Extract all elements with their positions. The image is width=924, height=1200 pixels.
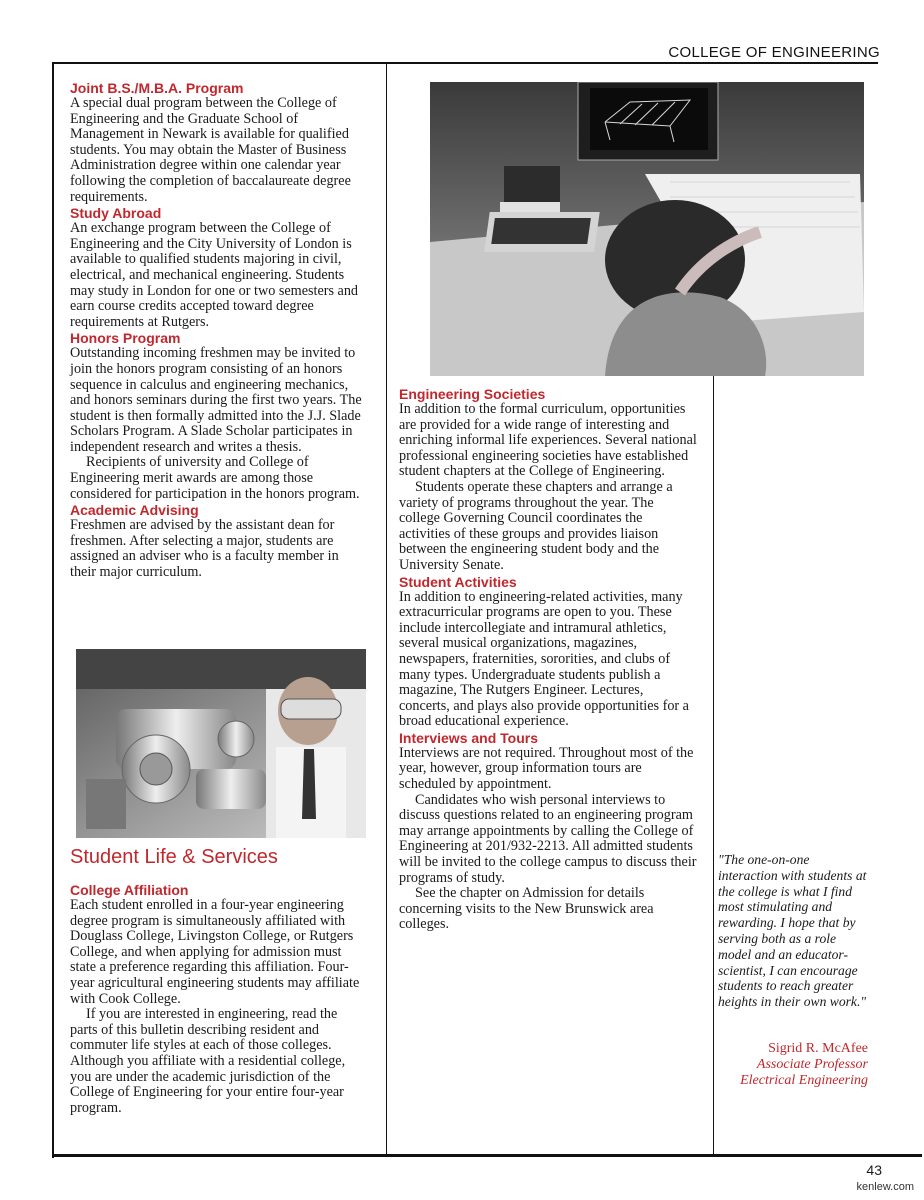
body-paragraph: Interviews are not required. Throughout most of the year, however, group information tours are scheduled by appointment.: [399, 744, 694, 793]
left-rule: [52, 62, 54, 1158]
body-paragraph: Freshmen are advised by the assistant dean for freshmen. After selecting a major, students are assigned an adviser who is a faculty member in their major curriculum.: [70, 517, 339, 581]
body-paragraph: In addition to engineering-related activities, many extracurricular programs are open to you. These include intercollegiate and intramural athletics, several musical organizations, magazines, newspapers, fraternities, sororities, and clubs of many types. Undergraduate students publish a magazine, The Rutgers Engineer. Lectures, concerts, and plays also provide opportunities for a broad educational experience.: [399, 588, 689, 730]
body-paragraph: Outstanding incoming freshmen may be invited to join the honors program consisting of an honors sequence in calculus and engineering mechanics, and honors seminars during the first two years. The student is then formally admitted into the J.J. Slade Scholars Program. A Slade Scholar participates in independent research and writes a thesis.: [70, 345, 362, 455]
section-heading: Academic Advising: [70, 502, 199, 519]
computer-lab-photo: [430, 82, 864, 376]
lab-equipment-photo: [76, 649, 366, 838]
column-divider: [713, 376, 714, 1156]
left-column: [70, 80, 366, 581]
column-divider: [386, 62, 387, 1156]
body-paragraph: If you are interested in engineering, read the parts of this bulletin describing resident and commuter life styles at each of those colleges. Although you affiliate with a residential college, you are under the academic jurisdiction of the College of Engineering for your entire four-year program.: [70, 1006, 346, 1116]
section-heading: Joint B.S./M.B.A. Program: [70, 80, 244, 96]
watermark: kenlew.com: [856, 1181, 914, 1193]
section-title: Student Life & Services: [70, 846, 278, 868]
quote-author-name: Sigrid R. McAfee: [768, 1041, 868, 1056]
body-paragraph: Students operate these chapters and arrange a variety of programs throughout the year. The college Governing Council coordinates the activities of these groups and provides liaison between the engineering student body and the University Senate.: [399, 478, 673, 573]
body-paragraph: Candidates who wish personal interviews to discuss questions related to an engineering program may arrange appointments by calling the College of Engineering at 201/932-2213. All admitted students will be invited to the college campus to discuss their programs of study.: [399, 791, 697, 886]
top-rule: [52, 62, 878, 64]
body-paragraph: Recipients of university and College of Engineering merit awards are among those considered for participation in the honors program.: [70, 454, 360, 502]
section-heading: College Affiliation: [70, 882, 189, 898]
page-number: 43: [866, 1162, 882, 1178]
section-heading: Honors Program: [70, 330, 181, 347]
section-heading: Interviews and Tours: [399, 729, 538, 746]
body-paragraph: A special dual program between the College of Engineering and the Graduate School of Management in Newark is available for qualified students. You may obtain the Master of Business Administration degree within one calendar year following the completion of baccalaureate degree requirements.: [70, 95, 351, 205]
body-paragraph: In addition to the formal curriculum, opportunities are provided for a wide range of interesting and enriching informal life experiences. Several national professional engineering societies have established student chapters at the College of Engineering.: [399, 401, 697, 480]
pull-quote: "The one-on-one interaction with students at the college is what I find most stimulating and rewarding. I hope that by serving both as a role model and an educator-scientist, I can encourage students to reach greater heights in their own work.": [718, 852, 867, 1010]
section-heading: Engineering Societies: [399, 386, 546, 402]
middle-column: [399, 386, 697, 933]
quote-author-department: Electrical Engineering: [740, 1073, 868, 1088]
body-paragraph: An exchange program between the College of Engineering and the City University of London is available to qualified students majoring in civil, electrical, and mechanical engineering. Students may study in London for one or two semesters and earn course credits accepted toward degree requirements at Rutgers.: [70, 220, 359, 330]
section-heading: Study Abroad: [70, 205, 162, 222]
running-header: COLLEGE OF ENGINEERING: [668, 44, 880, 61]
section-heading: Student Activities: [399, 573, 517, 590]
bottom-rule: [52, 1154, 922, 1157]
body-paragraph: Each student enrolled in a four-year engineering degree program is simultaneously affiliated with Douglass College, Livingston College, or Rutgers College, and when applying for admission must state a preference regarding this affiliation. Four-year agricultural engineering students may affiliate with Cook College.: [70, 897, 360, 1007]
left-column-lower: [70, 882, 366, 1116]
quote-attribution: [698, 1041, 868, 1089]
body-paragraph: See the chapter on Admission for details concerning visits to the New Brunswick area colleges.: [399, 885, 654, 933]
quote-author-title: Associate Professor: [756, 1057, 868, 1072]
